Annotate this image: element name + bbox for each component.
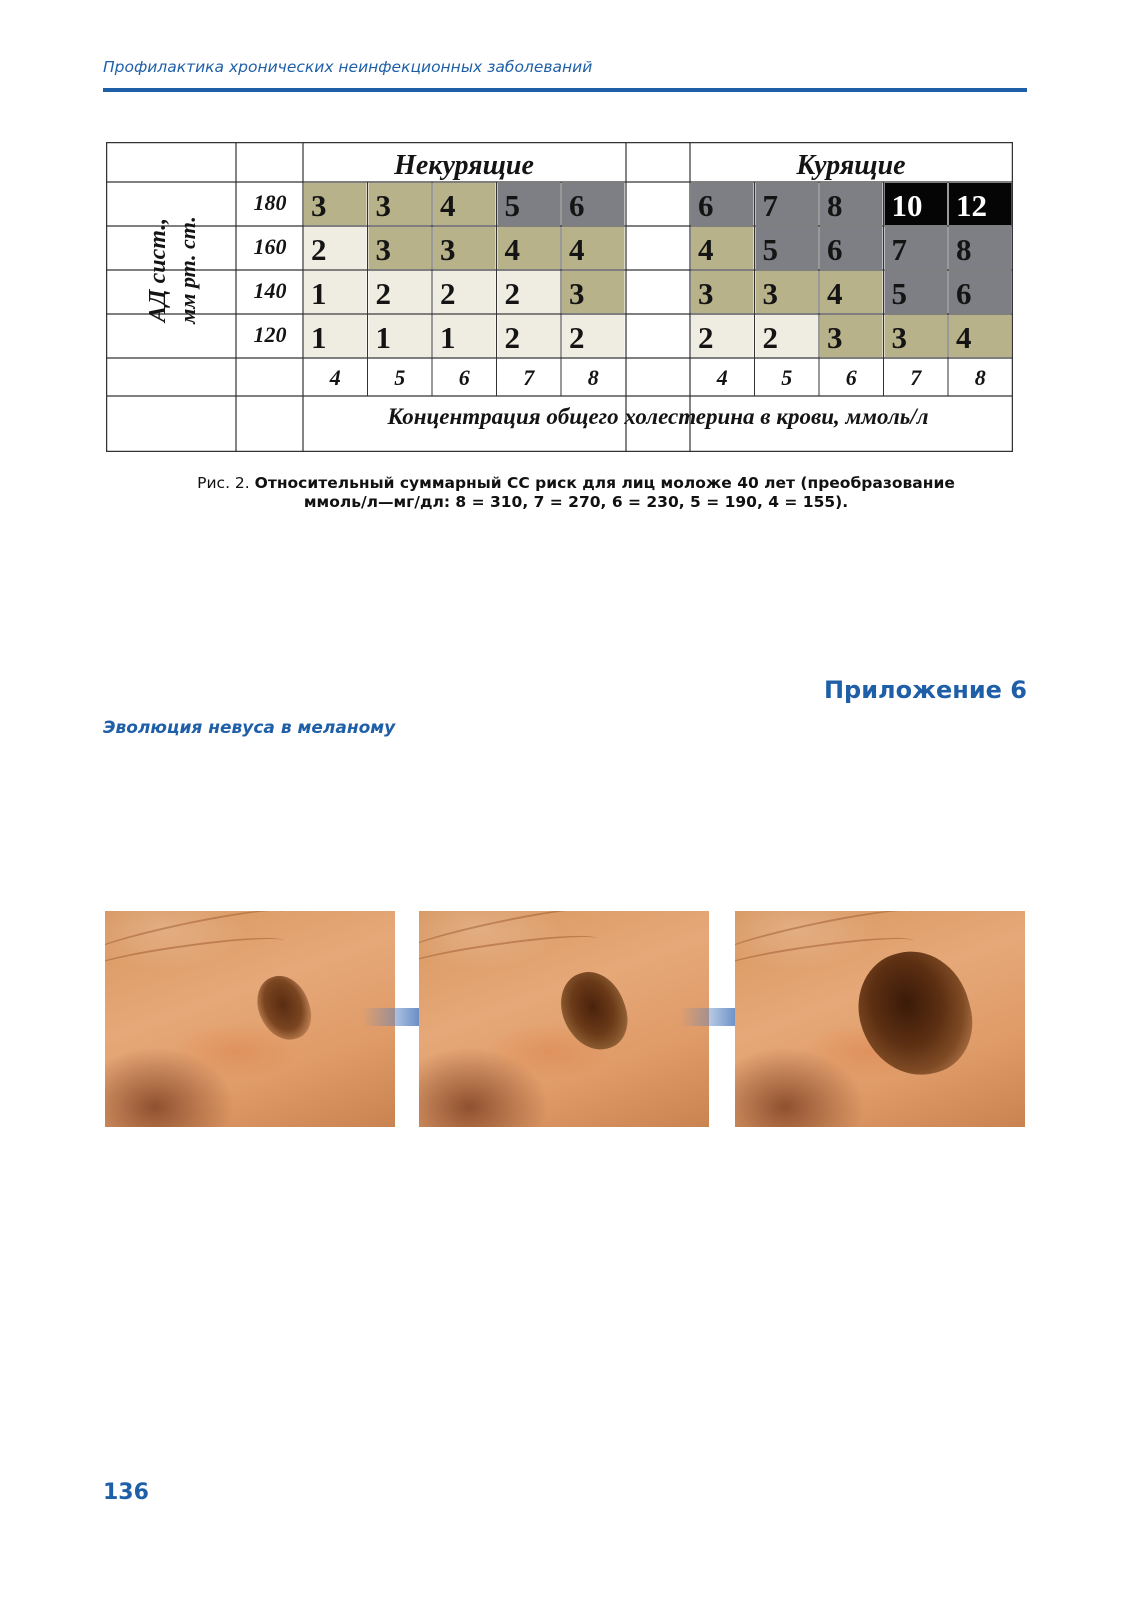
page-number: 136 [103, 1480, 149, 1505]
chol-col-label: 4 [716, 365, 728, 390]
header-rule [103, 88, 1027, 92]
group-header-nonsmokers: Некурящие [394, 150, 534, 181]
nonsmokers-cell-value: 2 [311, 232, 327, 267]
smokers-cell-value: 5 [891, 276, 907, 311]
smokers-cell-value: 3 [762, 276, 778, 311]
nonsmokers-cell-value: 6 [569, 188, 585, 223]
smokers-cell-value: 8 [827, 188, 843, 223]
chol-col-label: 6 [845, 365, 857, 390]
bp-row-label: 140 [253, 278, 287, 303]
running-header: Профилактика хронических неинфекционных заболеваний [103, 58, 593, 76]
chol-col-label: 7 [523, 365, 535, 390]
nonsmokers-cell-value: 1 [440, 320, 456, 355]
smokers-cell-value: 7 [762, 188, 778, 223]
nonsmokers-cell-value: 2 [504, 320, 520, 355]
nonsmokers-cell-value: 3 [569, 276, 585, 311]
nonsmokers-cell-value: 2 [504, 276, 520, 311]
nonsmokers-cell-value: 3 [440, 232, 456, 267]
smokers-cell-value: 6 [698, 188, 714, 223]
smokers-cell-value: 8 [956, 232, 972, 267]
melanoma-lesion [846, 939, 985, 1088]
risk-table [106, 142, 1013, 452]
skin-shadow [419, 1047, 549, 1127]
smokers-cell-value: 12 [956, 188, 987, 223]
smokers-cell-value: 6 [827, 232, 843, 267]
smokers-cell-value: 4 [956, 320, 972, 355]
nevus-photo-stage-1 [105, 911, 395, 1127]
risk-table-svg [106, 142, 1013, 452]
nonsmokers-cell-value: 3 [311, 188, 327, 223]
bp-row-label: 180 [253, 190, 287, 215]
chol-col-label: 4 [329, 365, 341, 390]
caption-bold-line2: ммоль/л—мг/дл: 8 = 310, 7 = 270, 6 = 230, 5 = 190, 4 = 155). [303, 493, 849, 511]
smokers-cell-value: 3 [698, 276, 714, 311]
nonsmokers-cell-value: 4 [504, 232, 520, 267]
nevus-photo-stage-3 [735, 911, 1025, 1127]
nonsmokers-cell-value: 5 [504, 188, 520, 223]
nevus-photo-stage-2 [419, 911, 709, 1127]
chol-col-label: 8 [974, 365, 986, 390]
caption-prefix: Рис. 2. [197, 474, 255, 492]
skin-shadow [735, 1047, 865, 1127]
smokers-cell-value: 2 [762, 320, 778, 355]
smokers-cell-value: 4 [827, 276, 843, 311]
nonsmokers-cell-value: 1 [375, 320, 391, 355]
smokers-cell-value: 3 [827, 320, 843, 355]
smokers-cell-value: 6 [956, 276, 972, 311]
nonsmokers-cell-value: 3 [375, 188, 391, 223]
chol-col-label: 8 [587, 365, 599, 390]
bp-row-label: 120 [253, 322, 287, 347]
smokers-cell-value: 10 [891, 188, 923, 223]
smokers-cell-value: 4 [698, 232, 714, 267]
chol-col-label: 7 [910, 365, 922, 390]
nevus-mole [249, 968, 319, 1047]
nonsmokers-cell-value: 1 [311, 276, 327, 311]
nevus-mole [551, 963, 637, 1059]
smokers-cell-value: 5 [762, 232, 778, 267]
nonsmokers-cell-value: 3 [375, 232, 391, 267]
nonsmokers-cell-value: 4 [440, 188, 456, 223]
caption-bold-line1: Относительный суммарный СС риск для лиц моложе 40 лет (преобразование [254, 474, 955, 492]
chol-col-label: 5 [781, 365, 793, 390]
nonsmokers-cell-value: 2 [440, 276, 456, 311]
y-axis-label-line1: АД сист., [145, 217, 171, 323]
figure-caption [106, 474, 1046, 512]
chol-col-label: 6 [458, 365, 470, 390]
nonsmokers-cell-value: 4 [569, 232, 585, 267]
bp-row-label: 160 [253, 234, 287, 259]
nonsmokers-cell-value: 2 [569, 320, 585, 355]
group-header-smokers: Курящие [796, 150, 906, 181]
skin-shadow [105, 1047, 235, 1127]
nonsmokers-cell-value: 2 [375, 276, 391, 311]
appendix-subtitle: Эволюция невуса в меланому [103, 718, 396, 738]
smokers-cell-value: 2 [698, 320, 714, 355]
smokers-cell-value: 3 [891, 320, 907, 355]
appendix-title: Приложение 6 [823, 676, 1027, 704]
chol-col-label: 5 [394, 365, 406, 390]
y-axis-label-line2: мм рт. ст. [175, 216, 200, 324]
nonsmokers-cell-value: 1 [311, 320, 327, 355]
smokers-cell-value: 7 [891, 232, 907, 267]
x-axis-label: Концентрация общего холестерина в крови, ммоль/л [387, 404, 929, 429]
